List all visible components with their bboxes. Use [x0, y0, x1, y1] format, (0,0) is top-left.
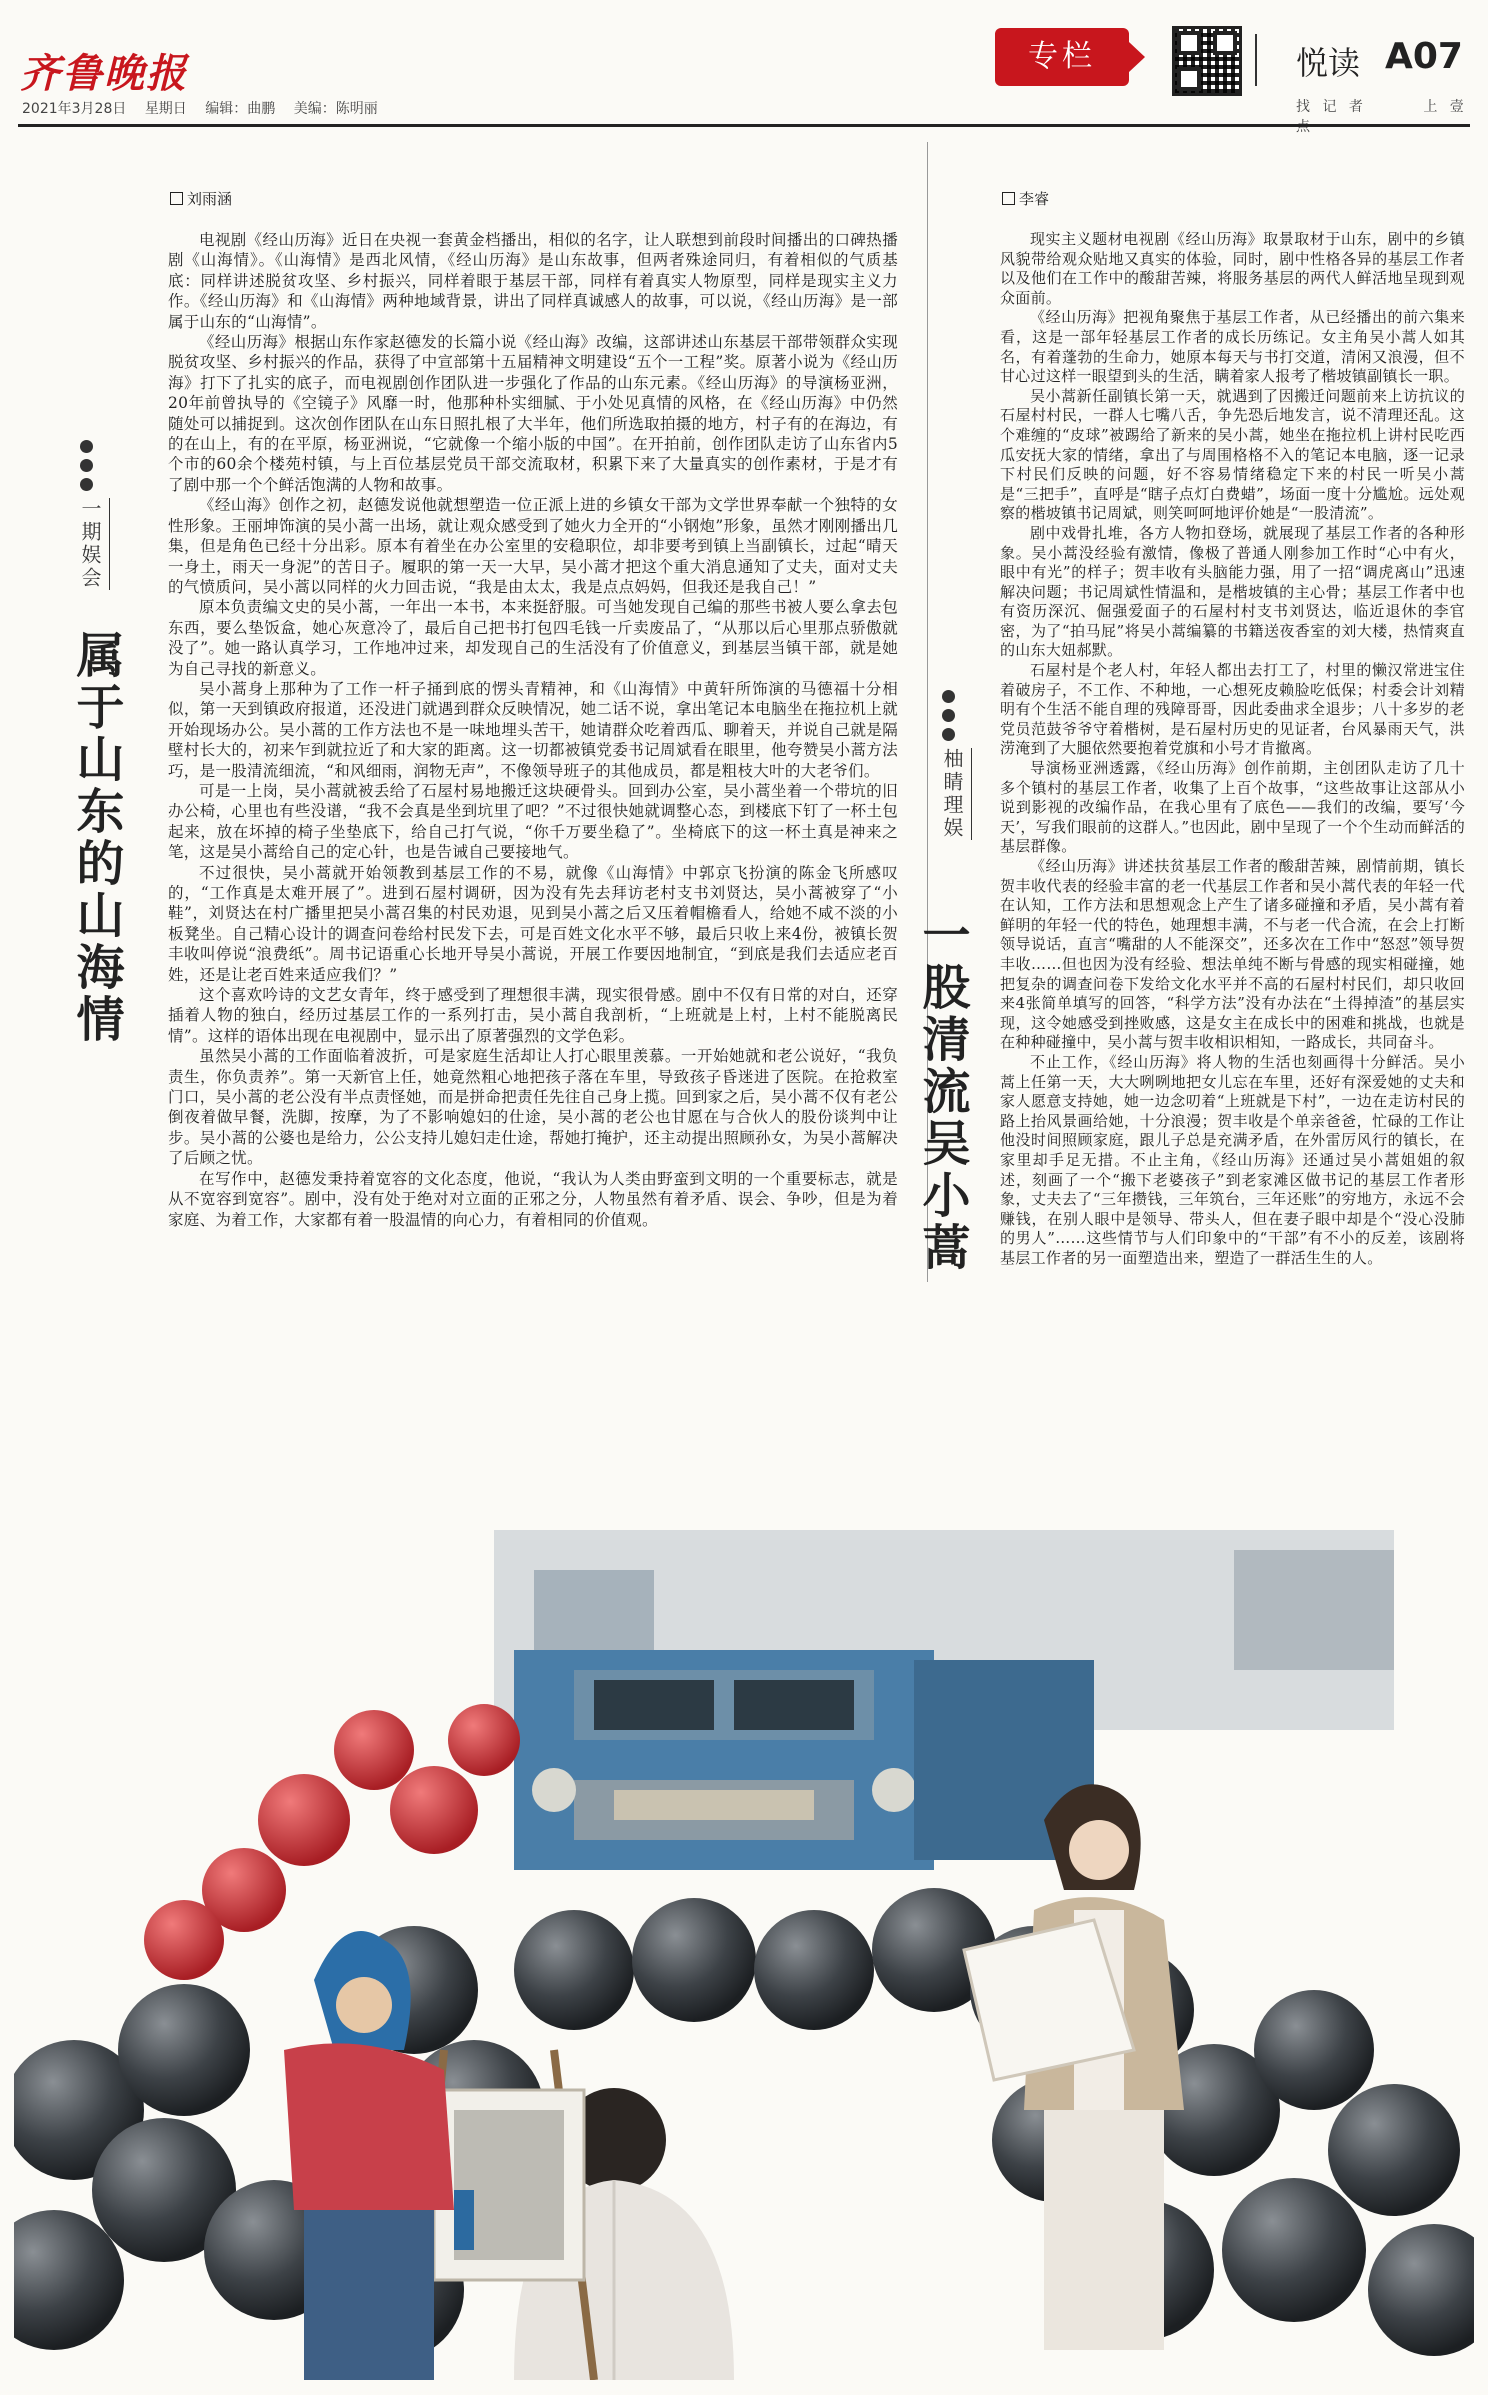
right-byline: 李睿 — [1002, 188, 1049, 209]
paragraph: 在写作中，赵德发秉持着宽容的文化态度，他说，“我认为人类由野蛮到文明的一个重要标志，就是从不宽容到宽容”。剧中，没有处于绝对对立面的正邪之分，人物虽然有着矛盾、误会、争吵，但是为着家庭、为着工作，大家都有着一股温情的向心力，有着相同的价值观。 — [168, 1169, 898, 1229]
page-number: A07 — [1385, 36, 1463, 77]
paragraph: 剧中戏骨扎堆，各方人物扣登场，就展现了基层工作者的各种形象。吴小蒿没经验有激情，像极了普通人刚参加工作时“心中有火，眼中有光”的样子；贺丰收有头脑能力强，用了一招“调虎离山”迅速解决问题；书记周斌性情温和，是楷坡镇的主心骨；基层工作者中也有资历深沉、倔强爱面子的石屋村村支书刘贤达，临近退休的李官密，为了“拍马屁”将吴小蒿编纂的书籍送夜香室的刘大楼，热情爽直的山东大妞郝默。 — [1000, 523, 1465, 660]
staff-left: 找 记 者 — [1296, 99, 1367, 115]
left-article-body — [168, 230, 898, 1230]
paragraph: 石屋村是个老人村，年轻人都出去打工了，村里的懒汉常进宝住着破房子，不工作、不种地，一心想死皮赖脸吃低保；村委会计刘精明有个生活不能自理的残障哥哥，因此委曲求全退步；八十多岁的老党员范鼓爷爷守着楷树，是石屋村历史的见证者，台风暴雨天气，洪涝淹到了大腿依然要抱着党旗和小号才肯撤离。 — [1000, 661, 1465, 758]
left-column-name: 一期娱会 — [76, 498, 110, 590]
right-column-dots — [942, 690, 955, 741]
paragraph: 不过很快，吴小蒿就开始领教到基层工作的不易，就像《山海情》中郭京飞扮演的陈金飞所感叹的，“工作真是太难开展了”。进到石屋村调研，因为没有先去拜访老村支书刘贤达，吴小蒿被穿了“小鞋”，刘贤达在村广播里把吴小蒿召集的村民劝退，见到吴小蒿之后又压着帽檐看人，给她不咸不淡的小板凳坐。自己精心设计的调查问卷给村民发下去，可是百姓文化水平不够，最后只收上来4份，被镇长贺丰收叫停说“浪费纸”。周书记语重心长地开导吴小蒿说，开展工作要因地制宜，“到底是我们去适应老百姓，还是让老百姓来适应我们？” — [168, 863, 898, 984]
paper-logo: 齐鲁晚报 — [20, 50, 188, 97]
left-byline: 刘雨涵 — [170, 188, 232, 209]
header-separator — [1255, 34, 1257, 86]
paragraph: 《经山历海》讲述扶贫基层工作者的酸甜苦辣，剧情前期，镇长贺丰收代表的经验丰富的老一代基层工作者和吴小蒿代表的年轻一代在认知，工作方法和思想观念上产生了诸多碰撞和矛盾，吴小蒿有着鲜明的年轻一代的特色，她理想丰满，不与老一代合流，在会上打断领导说话，直言“嘴甜的人不能深交”，还多次在工作中“怒怼”领导贺丰收……但也因为没有经验、想法单纯不断与骨感的现实相碰撞，她把复杂的调查问卷下发给文化水平并不高的石屋村村民们，却只收回来4张简单填写的回答，“科学方法”没有办法在“土得掉渣”的基层实现，这令她感受到挫败感，这是女主在成长中的困难和挑战，也就是在种种碰撞中，吴小蒿与贺丰收相识相知，一路成长，共同奋斗。 — [1000, 857, 1465, 1052]
dateline — [22, 98, 392, 118]
right-column-name: 柚睛理娱 — [938, 748, 972, 840]
truck-icon — [514, 1650, 1094, 1870]
column-tag: 专栏 — [995, 28, 1129, 86]
paragraph: 导演杨亚洲透露，《经山历海》创作前期，主创团队走访了几十多个镇村的基层工作者，收集了上百个故事，“这些故事让这部从小说到影视的改编作品，在我心里有了底色——我们的改编，要写‘今天’，写我们眼前的这群人。”也因此，剧中呈现了一个个生动而鲜活的基层群像。 — [1000, 759, 1465, 856]
paragraph: 吴小蒿身上那种为了工作一杆子捅到底的愣头青精神，和《山海情》中黄轩所饰演的马德福十分相似，第一天到镇政府报道，还没进门就遇到群众反映情况，她二话不说，拿出笔记本电脑坐在拖拉机上就开始现场办公。吴小蒿的工作方法也不是一味地埋头苦干，她请群众吃着西瓜、聊着天，并说自己就是隔壁村长大的，初来乍到就拉近了和大家的距离。这一切都被镇党委书记周斌看在眼里，他夸赞吴小蒿方法巧，是一股清流细流，“和风细雨，润物无声”，不像领导班子的其他成员，都是粗枝大叶的大老爷们。 — [168, 679, 898, 780]
paragraph: 原本负责编文史的吴小蒿，一年出一本书，本来挺舒服。可当她发现自己编的那些书被人要么拿去包东西，要么垫饭盒，她心灰意冷了，最后自己把书打包四毛钱一斤卖废品了，“从那以后心里那点骄傲就没了”。她一路认真学习，工作地冲过来，却发现自己的生活没有了价值意义，到基层当镇干部，就是她为自己寻找的新意义。 — [168, 598, 898, 678]
paragraph: 这个喜欢吟诗的文艺女青年，终于感受到了理想很丰满，现实很骨感。剧中不仅有日常的对白，还穿插着人物的独白，经历过基层工作的一系列打击，吴小蒿自我剖析，“上班就是上村，上村不能脱离民情”。这样的语体出现在电视剧中，显示出了原著强烈的文学色彩。 — [168, 986, 898, 1045]
left-article-title: 属于山东的山海情 — [68, 630, 124, 1046]
drama-still-photo — [14, 1490, 1474, 2380]
section-name: 悦读 — [1296, 44, 1361, 82]
paragraph: 可是一上岗，吴小蒿就被丢给了石屋村易地搬迁这块硬骨头。回到办公室，吴小蒿坐着一个带坑的旧办公椅，心里也有些没谱，“我不会真是坐到坑里了吧？”不过很快她就调整心态，到楼底下钉了一杯土包起来，放在坏掉的椅子坐垫底下，给自己打气说，“你千万要坐稳了”。坐椅底下的这一杯土真是神来之笔，这是吴小蒿给自己的定心针，也是告诫自己要接地气。 — [168, 781, 898, 862]
paragraph: 《经山历海》把视角聚焦于基层工作者，从已经播出的前六集来看，这是一部年轻基层工作者的成长历练记。女主角吴小蒿人如其名，有着蓬勃的生命力，她原本每天与书打交道，清闲又浪漫，但不甘心过这样一眼望到头的生活，瞒着家人报考了楷坡镇副镇长一职。 — [1000, 308, 1465, 386]
paragraph: 不止工作，《经山历海》将人物的生活也刻画得十分鲜活。吴小蒿上任第一天，大大咧咧地把女儿忘在车里，还好有深爱她的丈夫和家人愿意支持她，她一边念叨着“上班就是下村”，一边在走访村民的路上抬风景画给她，十分浪漫；贺丰收是个单亲爸爸，忙碌的工作让他没时间照顾家庭，跟儿子总是充满矛盾，在外雷厉风行的镇长，在家里却手足无措。不止主角，《经山历海》还通过吴小蒿姐姐的叙述，刻画了一个“搬下老婆孩子”到老家滩区做书记的基层工作者形象，丈夫去了“三年攒钱，三年筑台，三年还账”的穷地方，永远不会赚钱，在别人眼中是领导、带头人，但在妻子眼中却是个“没心没肺的男人”……这些情节与人们印象中的“干部”有不小的反差，该剧将基层工作者的另一面塑造出来，塑造了一群活生生的人。 — [1000, 1052, 1465, 1267]
paragraph: 现实主义题材电视剧《经山历海》取景取材于山东，剧中的乡镇风貌带给观众贴地又真实的体验，同时，剧中性格各异的基层工作者以及他们在工作中的酸甜苦辣，将服务基层的两代人鲜活地呈现到观众面前。 — [1000, 230, 1465, 307]
qr-code-icon — [1172, 26, 1242, 96]
issue-date: 2021年3月28日 — [22, 101, 127, 117]
paragraph: 《经山历海》根据山东作家赵德发的长篇小说《经山海》改编，这部讲述山东基层干部带领群众实现脱贫攻坚、乡村振兴的作品，获得了中宣部第十五届精神文明建设“五个一工程”奖。原著小说为《经山历海》打下了扎实的底子，而电视剧创作团队进一步强化了作品的山东元素。《经山历海》的导演杨亚洲，20年前曾执导的《空镜子》风靡一时，他那种朴实细腻、于小处见真情的风格，在《经山历海》中仍然随处可以捕捉到。这次创作团队在山东日照扎根了大半年，他们所选取拍摄的地方，村子有的在海边，有的在山上，有的在平原，杨亚洲说，“它就像一个缩小版的中国”。在开拍前，创作团队走访了山东省内5个市的60余个楼苑村镇，与上百位基层党员干部交流取材，积累下来了大量真实的创作素材，于是才有了剧中那一个个鲜活饱满的人物和故事。 — [168, 333, 898, 494]
paragraph: 电视剧《经山历海》近日在央视一套黄金档播出，相似的名字，让人联想到前段时间播出的口碑热播剧《山海情》。《山海情》是西北风情，《经山历海》是山东故事，但两者殊途同归，有着相似的气质基底：同样讲述脱贫攻坚、乡村振兴，同样着眼于基层干部，同样有着真实人物原型，同样是现实主义力作。《经山历海》和《山海情》两种地域背景，讲出了同样真诚感人的故事，可以说，《经山历海》是一部属于山东的“山海情”。 — [168, 231, 898, 331]
paragraph: 虽然吴小蒿的工作面临着波折，可是家庭生活却让人打心眼里羡慕。一开始她就和老公说好，“我负责生，你负责养”。第一天新官上任，她竟然粗心地把孩子落在车里，导致孩子昏迷进了医院。在抢救室门口，吴小蒿的老公没有半点责怪她，而是拼命把责任先往自己身上揽。回到家之后，吴小蒿不仅有老公倒夜着做早餐，洗脚，按摩，为了不影响媳妇的仕途，吴小蒿的老公也甘愿在与合伙人的股份谈判中让步。吴小蒿的公婆也是给力，公公支持儿媳妇走仕途，帮她打掩护，还主动提出照顾孙女，为吴小蒿解决了后顾之忧。 — [168, 1047, 898, 1168]
issue-weekday: 星期日 — [144, 101, 187, 117]
paragraph: 《经山海》创作之初，赵德发说他就想塑造一位正派上进的乡镇女干部为文学世界奉献一个独特的女性形象。王丽坤饰演的吴小蒿一出场，就让观众感受到了她火力全开的“小钢炮”形象，虽然才刚刚播出几集，但是角色已经十分出彩。原本有着坐在办公室里的安稳职位，却非要考到镇上当副镇长，过起“晴天一身土，雨天一身泥”的苦日子。履职的第一天一大早，吴小蒿才把这个重大消息通知了丈夫，面对丈夫的气愤质问，吴小蒿以同样的火力回击说，“我是由太太，我是点点妈妈，但我还是我自己！” — [168, 496, 898, 596]
editor-credit: 编辑：曲鹏 — [205, 101, 276, 117]
right-article-title: 一股清流吴小蒿 — [914, 910, 970, 1274]
paragraph: 吴小蒿新任副镇长第一天，就遇到了因搬迁问题前来上访抗议的石屋村村民，一群人七嘴八舌，争先恐后地发言，说不清理还乱。这个难缠的“皮球”被踢给了新来的吴小蒿，她坐在拖拉机上讲村民吃西瓜安抚大家的情绪，拿出了与周围格格不入的笔记本电脑，逐一记录下村民们反映的问题，好不容易情绪稳定下来的村民一听吴小蒿是“三把手”，直呼是“瞎子点灯白费蜡”，场面一度十分尴尬。远处观察的楷坡镇书记周斌，则笑呵呵地评价她是“一股清流”。 — [1000, 386, 1465, 523]
left-column-dots — [80, 440, 93, 491]
designer-credit: 美编：陈明丽 — [293, 101, 378, 117]
staff-right: 上 壹 点 — [1296, 99, 1468, 135]
masthead-rule — [18, 124, 1470, 127]
staff-line — [1296, 96, 1488, 136]
right-article-body — [1000, 230, 1465, 1268]
